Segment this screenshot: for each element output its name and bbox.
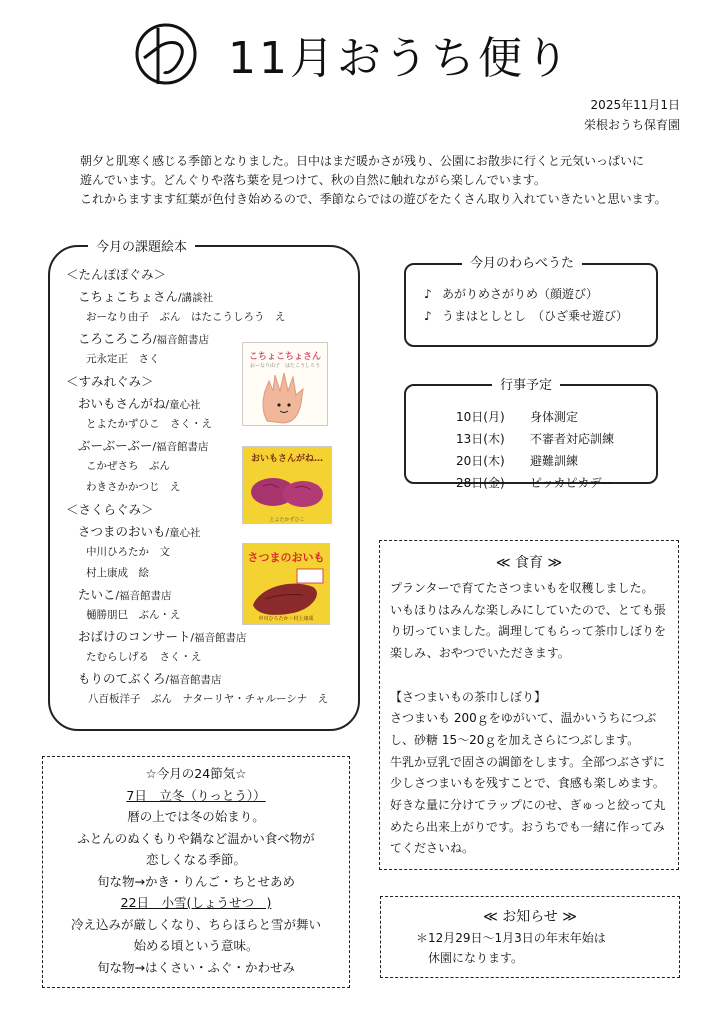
food-education-text: プランターで育てたさつまいもを収穫しました。 いもほりはみんな楽しみにしていたので、とても張 り切っていました。調理してもらって茶巾しぼりを 楽しみ、おやつでいただきます。 【さつまいもの茶巾しぼり】 さつまいも 200ｇをゆがいて、温かいうちにつぶ し、砂糖 15～20ｇを加えさらにつぶします。 牛乳か豆乳で固さの調節をします。全部つぶさずに 少しさつまいもを残すことで、食感も楽しめます。 好きな量に分けてラップにのせ、ぎゅっと絞って丸 めたら出来上がりです。おうちでも一緒に作ってみ てくださいね。 (390, 578, 674, 860)
intro-line: これからますます紅葉が色付き始めるので、季節ならではの遊びをたくさん取り入れていきたいと思います。 (80, 192, 667, 206)
book-title: ころころころ/福音館書店 (78, 331, 210, 346)
book-author: 元永定正 さく (86, 353, 160, 365)
music-note-icon: ♪ (424, 309, 432, 323)
event-row (456, 450, 614, 472)
group-heading: ＜さくらぐみ＞ (66, 502, 154, 517)
warabeuta-heading: 今月のわらべうた (462, 252, 582, 271)
intro-line: 朝夕と肌寒く感じる季節となりました。日中はまだ暖かさが残り、公園にお散歩に行くと元気いっぱいに (80, 154, 645, 168)
book-title: もりのてぶくろ/福音館書店 (78, 671, 222, 686)
issue-date: 2025年11月1日 (590, 98, 680, 112)
events-list (456, 406, 614, 494)
group-heading: ＜たんぽぽぐみ＞ (66, 267, 167, 282)
book-title: ぶーぶーぶー/福音館書店 (78, 438, 209, 453)
event-name: 不審者対応訓練 (530, 432, 615, 446)
book-publisher: /福音館書店 (190, 632, 247, 644)
music-note-icon: ♪ (424, 287, 432, 301)
book-publisher: /童心社 (165, 399, 201, 411)
book-publisher: /福音館書店 (165, 674, 222, 686)
book-author: おーなり由子 ぶん はたこうしろう え (86, 311, 286, 323)
book-author: とよたかずひこ さく・え (86, 418, 212, 430)
book-author: たむらしげる さく・え (86, 651, 202, 663)
intro-line: 遊んでいます。どんぐりや落ち葉を見つけて、秋の自然に触れながら楽しんでいます。 (80, 173, 546, 187)
book-author: こかぜさち ぶん (86, 460, 170, 472)
event-date: 20日(木) (456, 454, 505, 468)
event-row (456, 406, 614, 428)
event-date: 13日(木) (456, 432, 505, 446)
book-title: こちょこちょさん/講談社 (78, 289, 214, 304)
book-publisher: /福音館書店 (152, 441, 209, 453)
book-cover-oimosangane: おいもさんがね… とよたかずひこ (242, 446, 332, 524)
solar-terms-text: ☆今月の24節気☆ 7日 立冬（りっとう）） 暦の上では冬の始まり。 ふとんのぬくもりや鍋など温かい食べ物が 恋しくなる季節。 旬な物→かき・りんご・ちとせあめ 22日 小雪(しょうせつ ) 冷え込みが厳しくなり、ちらほらと雪が舞い 始める頃という意味。 旬な物→はくさい・ふぐ・かわせみ (42, 763, 350, 978)
organization-name: 栄根おうち保育園 (583, 118, 680, 132)
food-education-title: ≪ 食育 ≫ (495, 555, 563, 571)
book-title: さつまのおいも/童心社 (78, 524, 201, 539)
event-name: 避難訓練 (530, 454, 579, 468)
book-author: わきさかかつじ え (86, 481, 181, 493)
event-row (456, 472, 614, 494)
book-publisher: /講談社 (178, 292, 214, 304)
book-author: 中川ひろたか 文 (86, 546, 170, 558)
notice-title: ≪ お知らせ ≫ (483, 909, 577, 925)
book-author: 八百板洋子 ぶん ナターリヤ・チャルーシナ え (88, 693, 329, 705)
sweet-potato-illustration (243, 565, 329, 619)
event-date: 10日(月) (456, 410, 505, 424)
logo (130, 18, 202, 90)
solar-term-heading: 7日 立冬（りっとう）） (126, 787, 266, 803)
solar-terms-title: ☆今月の24節気☆ (145, 766, 247, 781)
book-title: おいもさんがね/童心社 (78, 396, 201, 411)
group-heading: ＜すみれぐみ＞ (66, 374, 154, 389)
book-author: 樋勝朋巳 ぶん・え (86, 609, 181, 621)
event-name: 身体測定 (530, 410, 579, 424)
book-cover-kochokochosan: こちょこちょさん おーなり由子 はたこうしろう (242, 342, 328, 426)
book-publisher: /童心社 (165, 527, 201, 539)
page-title: 11月おうち便り (228, 33, 572, 84)
sweet-potato-illustration (243, 464, 331, 514)
book-title: おばけのコンサート/福音館書店 (78, 629, 247, 644)
event-row (456, 428, 614, 450)
picture-books-heading: 今月の課題絵本 (88, 236, 195, 255)
book-author: 村上康成 絵 (86, 567, 149, 579)
list-item: ♪ うまはとしとし （ひざ乗せ遊び） (424, 305, 628, 327)
warabeuta-list (424, 283, 628, 327)
notice-text: ＊12月29日～1月3日の年末年始は 休園になります。 (416, 931, 606, 965)
solar-term-heading: 22日 小雪(しょうせつ ) (120, 895, 272, 910)
event-name: ピッカピカデー (530, 476, 614, 490)
recipe-title: 【さつまいもの茶巾しぼり】 (390, 689, 547, 704)
intro-text (80, 152, 690, 209)
book-cover-satsumanoimo: さつまのおいも 中川ひろたか・村上康成 (242, 543, 330, 625)
book-publisher: /福音館書店 (153, 334, 210, 346)
hand-illustration (243, 369, 327, 425)
list-item: ♪ あがりめさがりめ（顔遊び） (424, 283, 628, 305)
book-publisher: /福音館書店 (115, 590, 172, 602)
event-date: 28日(金) (456, 476, 505, 490)
events-heading: 行事予定 (492, 374, 560, 393)
book-title: たいこ/福音館書店 (78, 587, 172, 602)
